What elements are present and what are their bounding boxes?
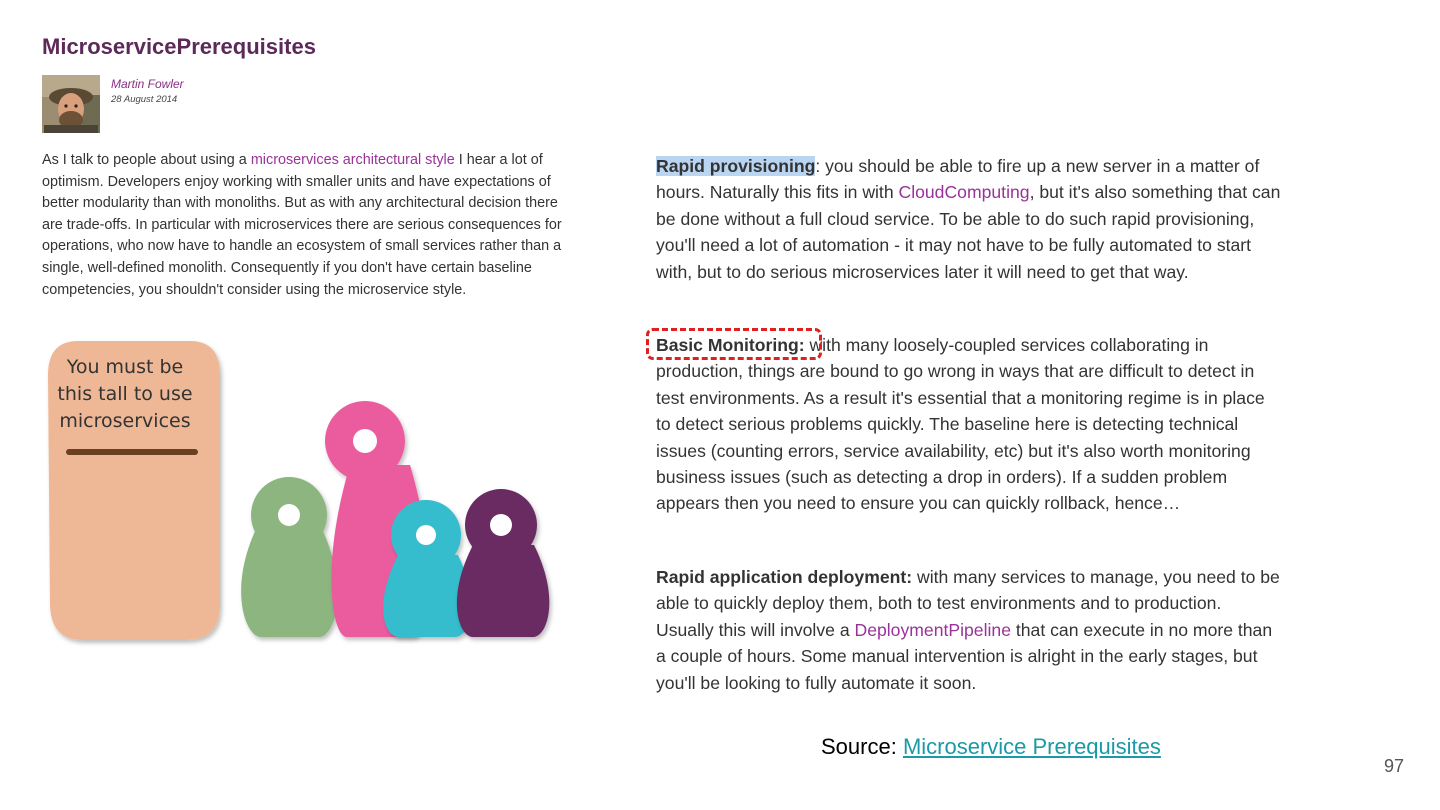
rapid-provisioning-paragraph xyxy=(656,153,1281,285)
slide-page-number: 97 xyxy=(1384,756,1405,776)
illustration-svg xyxy=(38,335,558,655)
purple-pawn xyxy=(457,489,549,637)
height-mark-bar xyxy=(66,449,198,455)
article-title: MicroservicePrerequisites xyxy=(42,34,316,59)
sign-line-1: You must be xyxy=(66,356,184,378)
publish-date: 28 August 2014 xyxy=(111,94,178,105)
height-requirement-illustration xyxy=(38,335,558,660)
microservices-style-link[interactable]: microservices architectural style xyxy=(250,152,455,168)
rapid-deployment-text-start: with many services to manage, you need to be able to quickly deploy them, both to test environments and to production. Usually this will involve a xyxy=(656,567,1280,640)
intro-text-start: As I talk to people about using a xyxy=(42,152,251,168)
author-avatar xyxy=(42,75,100,133)
sign-line-2: this tall to use xyxy=(57,383,193,405)
rapid-provisioning-text-start: : you should be able to fire up a new server in a matter of hours. Naturally this fits in with xyxy=(656,156,1260,203)
green-pawn xyxy=(241,477,338,637)
cloud-computing-link[interactable]: CloudComputing xyxy=(898,182,1030,203)
rapid-deployment-term: Rapid application deployment: xyxy=(656,567,913,587)
author-photo xyxy=(42,75,100,133)
intro-text-end: I hear a lot of optimism. Developers enjoy working with smaller units and have expectations of better modularity than with monoliths. But as with any architectural decision there are trade-offs. In particular with microservices there are serious consequences for operations, who now have to handle an ecosystem of small services rather than a single, well-defined monolith. Consequently if you don't have certain baseline competencies, you shouldn't consider using the microservice style. xyxy=(42,152,562,298)
author-name[interactable]: Martin Fowler xyxy=(111,77,184,91)
source-link[interactable]: Microservice Prerequisites xyxy=(902,734,1161,759)
rapid-deployment-paragraph xyxy=(656,564,1281,696)
intro-paragraph xyxy=(42,150,562,301)
sign-line-3: microservices xyxy=(59,410,191,432)
basic-monitoring-text: with many loosely-coupled services collaborating in production, things are bound to go wrong in ways that are difficult to detect in test environments. As a result it's essential that a monitoring regime is in place to detect serious problems quickly. The baseline here is detecting technical issues (counting errors, service availability, etc) but it's also worth monitoring business issues (such as detecting a drop in orders). If a sudden problem appears then you need to ensure you can quickly rollback, hence… xyxy=(656,335,1265,514)
basic-monitoring-term: Basic Monitoring: xyxy=(656,335,805,355)
rapid-deployment-text-end: that can execute in no more than a couple of hours. Some manual intervention is alright in the early stages, but you'll be looking to fully automate it soon. xyxy=(656,619,1273,693)
source-citation xyxy=(821,734,1161,760)
rapid-provisioning-text-end: , but it's also something that can be done without a full cloud service. To be able to do such rapid provisioning, you'll need a lot of automation - it may not have to be fully automated to start with, but to do serious microservices later it will need to get that way. xyxy=(656,182,1281,282)
deployment-pipeline-link[interactable]: DeploymentPipeline xyxy=(854,619,1011,640)
source-label: Source: xyxy=(821,734,903,759)
rapid-provisioning-term: Rapid provisioning xyxy=(656,156,816,176)
basic-monitoring-highlight-box xyxy=(646,328,822,360)
